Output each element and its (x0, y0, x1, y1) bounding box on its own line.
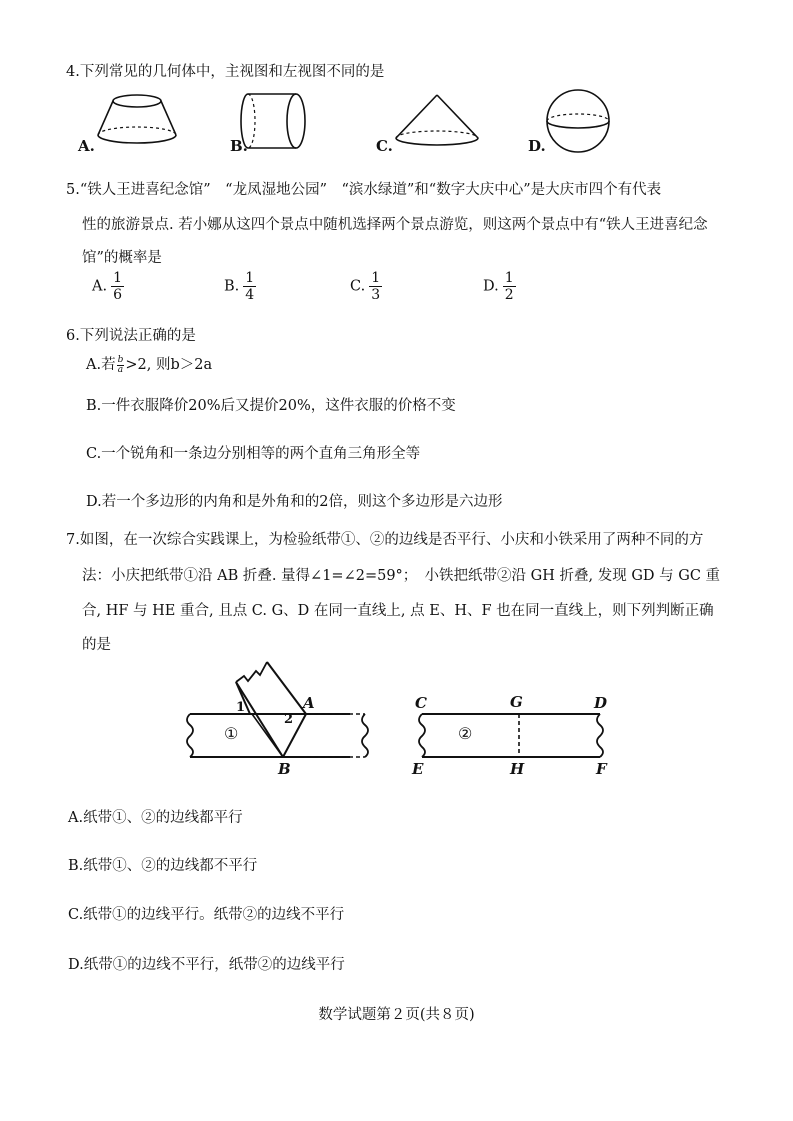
option-a-suffix: >2, 则b＞2a (125, 357, 213, 373)
tape-1-label: ① (224, 724, 239, 743)
point-h-label: H (510, 760, 525, 778)
q6-option-d: D.若一个多边形的内角和是外角和的2倍，则这个多边形是六边形 (86, 494, 503, 510)
q7-line3: 合, HF 与 HE 重合, 且点 C. G、D 在同一直线上, 点 E、H、F 也在同一直线上，则下列判断正确 (82, 603, 714, 619)
option-label: D. (483, 278, 499, 295)
q4-option-c: C. (376, 137, 393, 155)
option-a-prefix: A.若 (86, 357, 116, 373)
q5-option-d (483, 270, 516, 303)
q7-line1: 7.如图，在一次综合实践课上，为检验纸带①、②的边线是否平行、小庆和小铁采用了两种不同的方 (66, 532, 704, 548)
q5-option-a (92, 270, 124, 303)
q7-option-d: D.纸带①的边线不平行，纸带②的边线平行 (68, 957, 345, 973)
q7-option-c: C.纸带①的边线平行。纸带②的边线不平行 (68, 907, 345, 923)
numerator: 1 (245, 270, 255, 286)
q6-option-a (86, 355, 212, 375)
q7-line4: 的是 (82, 637, 111, 653)
q6-option-c: C.一个锐角和一条边分别相等的两个直角三角形全等 (86, 446, 421, 462)
denominator: 3 (371, 287, 381, 303)
q6-option-b: B.一件衣服降价20%后又提价20%，这件衣服的价格不变 (86, 398, 456, 414)
q7-option-a: A.纸带①、②的边线都平行 (68, 810, 243, 826)
q5-option-b (224, 270, 256, 303)
q7-line2: 法：小庆把纸带①沿 AB 折叠. 量得∠1=∠2=59°； 小铁把纸带②沿 GH 折叠, 发现 GD 与 GC 重 (82, 568, 721, 584)
point-a-label: A (303, 694, 315, 712)
numerator: 1 (371, 270, 381, 286)
q5-option-c (350, 270, 382, 303)
angle-2-label: 2 (284, 712, 294, 727)
point-f-label: F (596, 760, 607, 778)
fraction-b-over-a (117, 356, 125, 375)
page-footer: 数学试题第２页(共８页) (318, 1007, 475, 1023)
q7-option-b: B.纸带①、②的边线都不平行 (68, 858, 258, 874)
fraction (111, 270, 124, 303)
point-c-label: C (415, 694, 427, 712)
numerator: 1 (113, 270, 123, 286)
fraction (369, 270, 382, 303)
cylinder-icon (242, 90, 312, 152)
point-e-label: E (412, 760, 424, 778)
q4-option-d: D. (528, 137, 546, 155)
q5-line3: 馆”的概率是 (82, 250, 162, 266)
fraction (503, 270, 516, 303)
point-d-label: D (594, 694, 608, 712)
denominator: 2 (504, 287, 514, 303)
point-b-label: B (278, 760, 291, 778)
denominator: 6 (113, 287, 123, 303)
numerator: b (117, 354, 124, 365)
angle-1-label: 1 (236, 700, 246, 715)
q5-line1: 5.“铁人王进喜纪念馆” “龙凤湿地公园” “滨水绿道”和“数字大庆中心”是大庆市四个有代表 (66, 182, 662, 198)
q6-stem: 6.下列说法正确的是 (66, 328, 196, 344)
numerator: 1 (504, 270, 514, 286)
option-label: A. (92, 278, 108, 295)
sphere-icon (544, 88, 614, 154)
option-label: B. (224, 278, 240, 295)
denominator: 4 (245, 287, 255, 303)
q4-option-b: B. (230, 137, 248, 155)
point-g-label: G (510, 693, 523, 711)
cone-icon (392, 92, 482, 152)
fraction (243, 270, 256, 303)
q4-option-a: A. (78, 137, 95, 155)
denominator: a (117, 364, 124, 375)
q5-line2: 性的旅游景点. 若小娜从这四个景点中随机选择两个景点游览，则这两个景点中有“铁人王进喜纪念 (82, 217, 708, 233)
tape-2-label: ② (458, 724, 473, 743)
q4-stem: 4.下列常见的几何体中，主视图和左视图不同的是 (66, 64, 385, 80)
option-label: C. (350, 278, 366, 295)
frustum-icon (92, 93, 182, 148)
